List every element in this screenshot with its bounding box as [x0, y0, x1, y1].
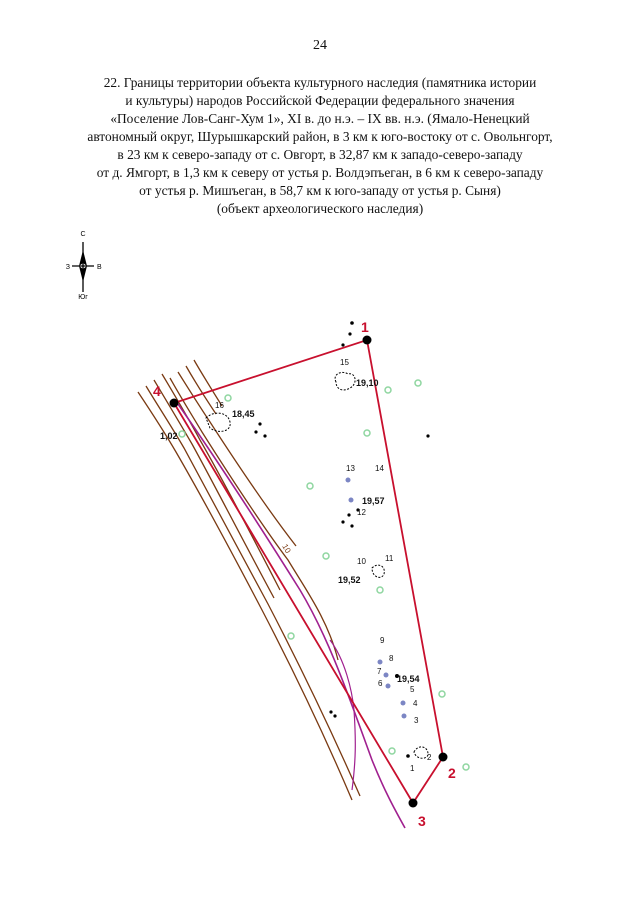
- compass-east-label: В: [97, 264, 102, 271]
- pit-depression-11: [372, 565, 384, 577]
- survey-dot: [258, 422, 261, 425]
- heading-line: от устья р. Мишъеган, в 58,7 км к юго-западу от устья р. Сыня): [139, 183, 501, 198]
- heading-line: от д. Ямгорт, в 1,3 км к северу от устья р. Волдэпъеган, в 6 км к северо-западу: [96, 165, 544, 180]
- vegetation-marker: [288, 633, 294, 639]
- feature-label-14: 14: [375, 464, 384, 473]
- boundary-point-2: [439, 753, 448, 762]
- vegetation-marker: [415, 380, 421, 386]
- vegetation-marker: [389, 748, 395, 754]
- vegetation-marker: [385, 387, 391, 393]
- heading-line: в 23 км к северо-западу от с. Овгорт, в 32,87 км к западо-северо-западу: [117, 147, 523, 162]
- contour-line: [194, 360, 222, 406]
- feature-label-6: 6: [378, 679, 383, 688]
- elevation-label: 19,54: [397, 674, 420, 684]
- feature-label-7: 7: [377, 667, 382, 676]
- boundary-point-label-2: 2: [448, 765, 456, 781]
- survey-dot: [333, 714, 336, 717]
- feature-label-1: 1: [410, 764, 415, 773]
- survey-dot: [254, 430, 257, 433]
- survey-dot: [348, 332, 351, 335]
- elevation-label: 1,02: [160, 431, 178, 441]
- elevation-label: 19,52: [338, 575, 361, 585]
- survey-dot: [426, 434, 429, 437]
- contour-line: [138, 392, 352, 800]
- compass-west-label: З: [65, 264, 70, 271]
- heading-line: (объект археологического наследия): [216, 201, 424, 216]
- page-number: 24: [313, 38, 327, 53]
- feature-label-8: 8: [389, 654, 394, 663]
- survey-dot: [263, 434, 266, 437]
- boundary-point-label-1: 1: [361, 319, 369, 335]
- boundary-point-label-3: 3: [418, 813, 426, 829]
- pit-depression-15: [335, 372, 355, 390]
- compass-rose: [66, 231, 102, 301]
- feature-label-4: 4: [413, 699, 418, 708]
- feature-marker: [346, 478, 351, 483]
- vegetation-marker: [225, 395, 231, 401]
- boundary-point-4: [170, 399, 179, 408]
- feature-label-10: 10: [357, 557, 366, 566]
- vegetation-marker: [307, 483, 313, 489]
- depression-markers: [206, 372, 428, 758]
- boundary-point-3: [409, 799, 418, 808]
- vegetation-marker: [377, 587, 383, 593]
- feature-label-9: 9: [380, 636, 385, 645]
- feature-label-11: 11: [385, 554, 394, 563]
- pit-depression-2: [414, 747, 428, 758]
- vegetation-marker: [179, 431, 185, 437]
- feature-label-5: 5: [410, 685, 415, 694]
- heading-line: 22. Границы территории объекта культурного наследия (памятника истории: [103, 75, 537, 90]
- contour-line: [154, 380, 274, 598]
- elevation-label: 19,57: [362, 496, 385, 506]
- vegetation-marker: [463, 764, 469, 770]
- feature-label-12: 12: [357, 508, 366, 517]
- compass-south-label: Юг: [78, 294, 88, 301]
- feature-marker: [402, 714, 407, 719]
- survey-dot: [350, 524, 353, 527]
- compass-north-label: С: [80, 231, 86, 238]
- survey-dot: [341, 343, 344, 346]
- vegetation-markers: [179, 380, 469, 770]
- feature-label-13: 13: [346, 464, 355, 473]
- elevation-label: 18,45: [232, 409, 255, 419]
- contour-line: [178, 372, 296, 546]
- heading-line: и культуры) народов Российской Федерации федерального значения: [125, 93, 515, 108]
- vegetation-marker: [364, 430, 370, 436]
- boundary-point-label-4: 4: [153, 383, 161, 399]
- feature-marker: [378, 660, 383, 665]
- feature-marker: [401, 701, 406, 706]
- vegetation-marker: [439, 691, 445, 697]
- survey-dot: [350, 321, 354, 325]
- survey-dot: [406, 754, 410, 758]
- heading-line: «Поселение Лов-Санг-Хум 1», XI в. до н.э. – IX вв. н.э. (Ямало-Ненецкий: [110, 111, 530, 126]
- survey-dot: [341, 520, 344, 523]
- vegetation-marker: [323, 553, 329, 559]
- feature-label-2: 2: [427, 753, 432, 762]
- feature-label-15: 15: [340, 358, 349, 367]
- boundary-point-1: [363, 336, 372, 345]
- heading-line: автономный округ, Шурышкарский район, в 3 км к юго-востоку от с. Овольнгорт,: [87, 129, 553, 144]
- road-label: 10: [280, 542, 293, 555]
- feature-marker: [386, 684, 391, 689]
- contour-lines: [138, 360, 360, 800]
- feature-label-3: 3: [414, 716, 419, 725]
- survey-dot: [347, 513, 350, 516]
- contour-line: [146, 386, 360, 796]
- feature-label-16: 16: [215, 401, 224, 410]
- elevation-label: 19,10: [356, 378, 379, 388]
- feature-marker: [384, 673, 389, 678]
- survey-dot: [329, 710, 332, 713]
- feature-marker: [349, 498, 354, 503]
